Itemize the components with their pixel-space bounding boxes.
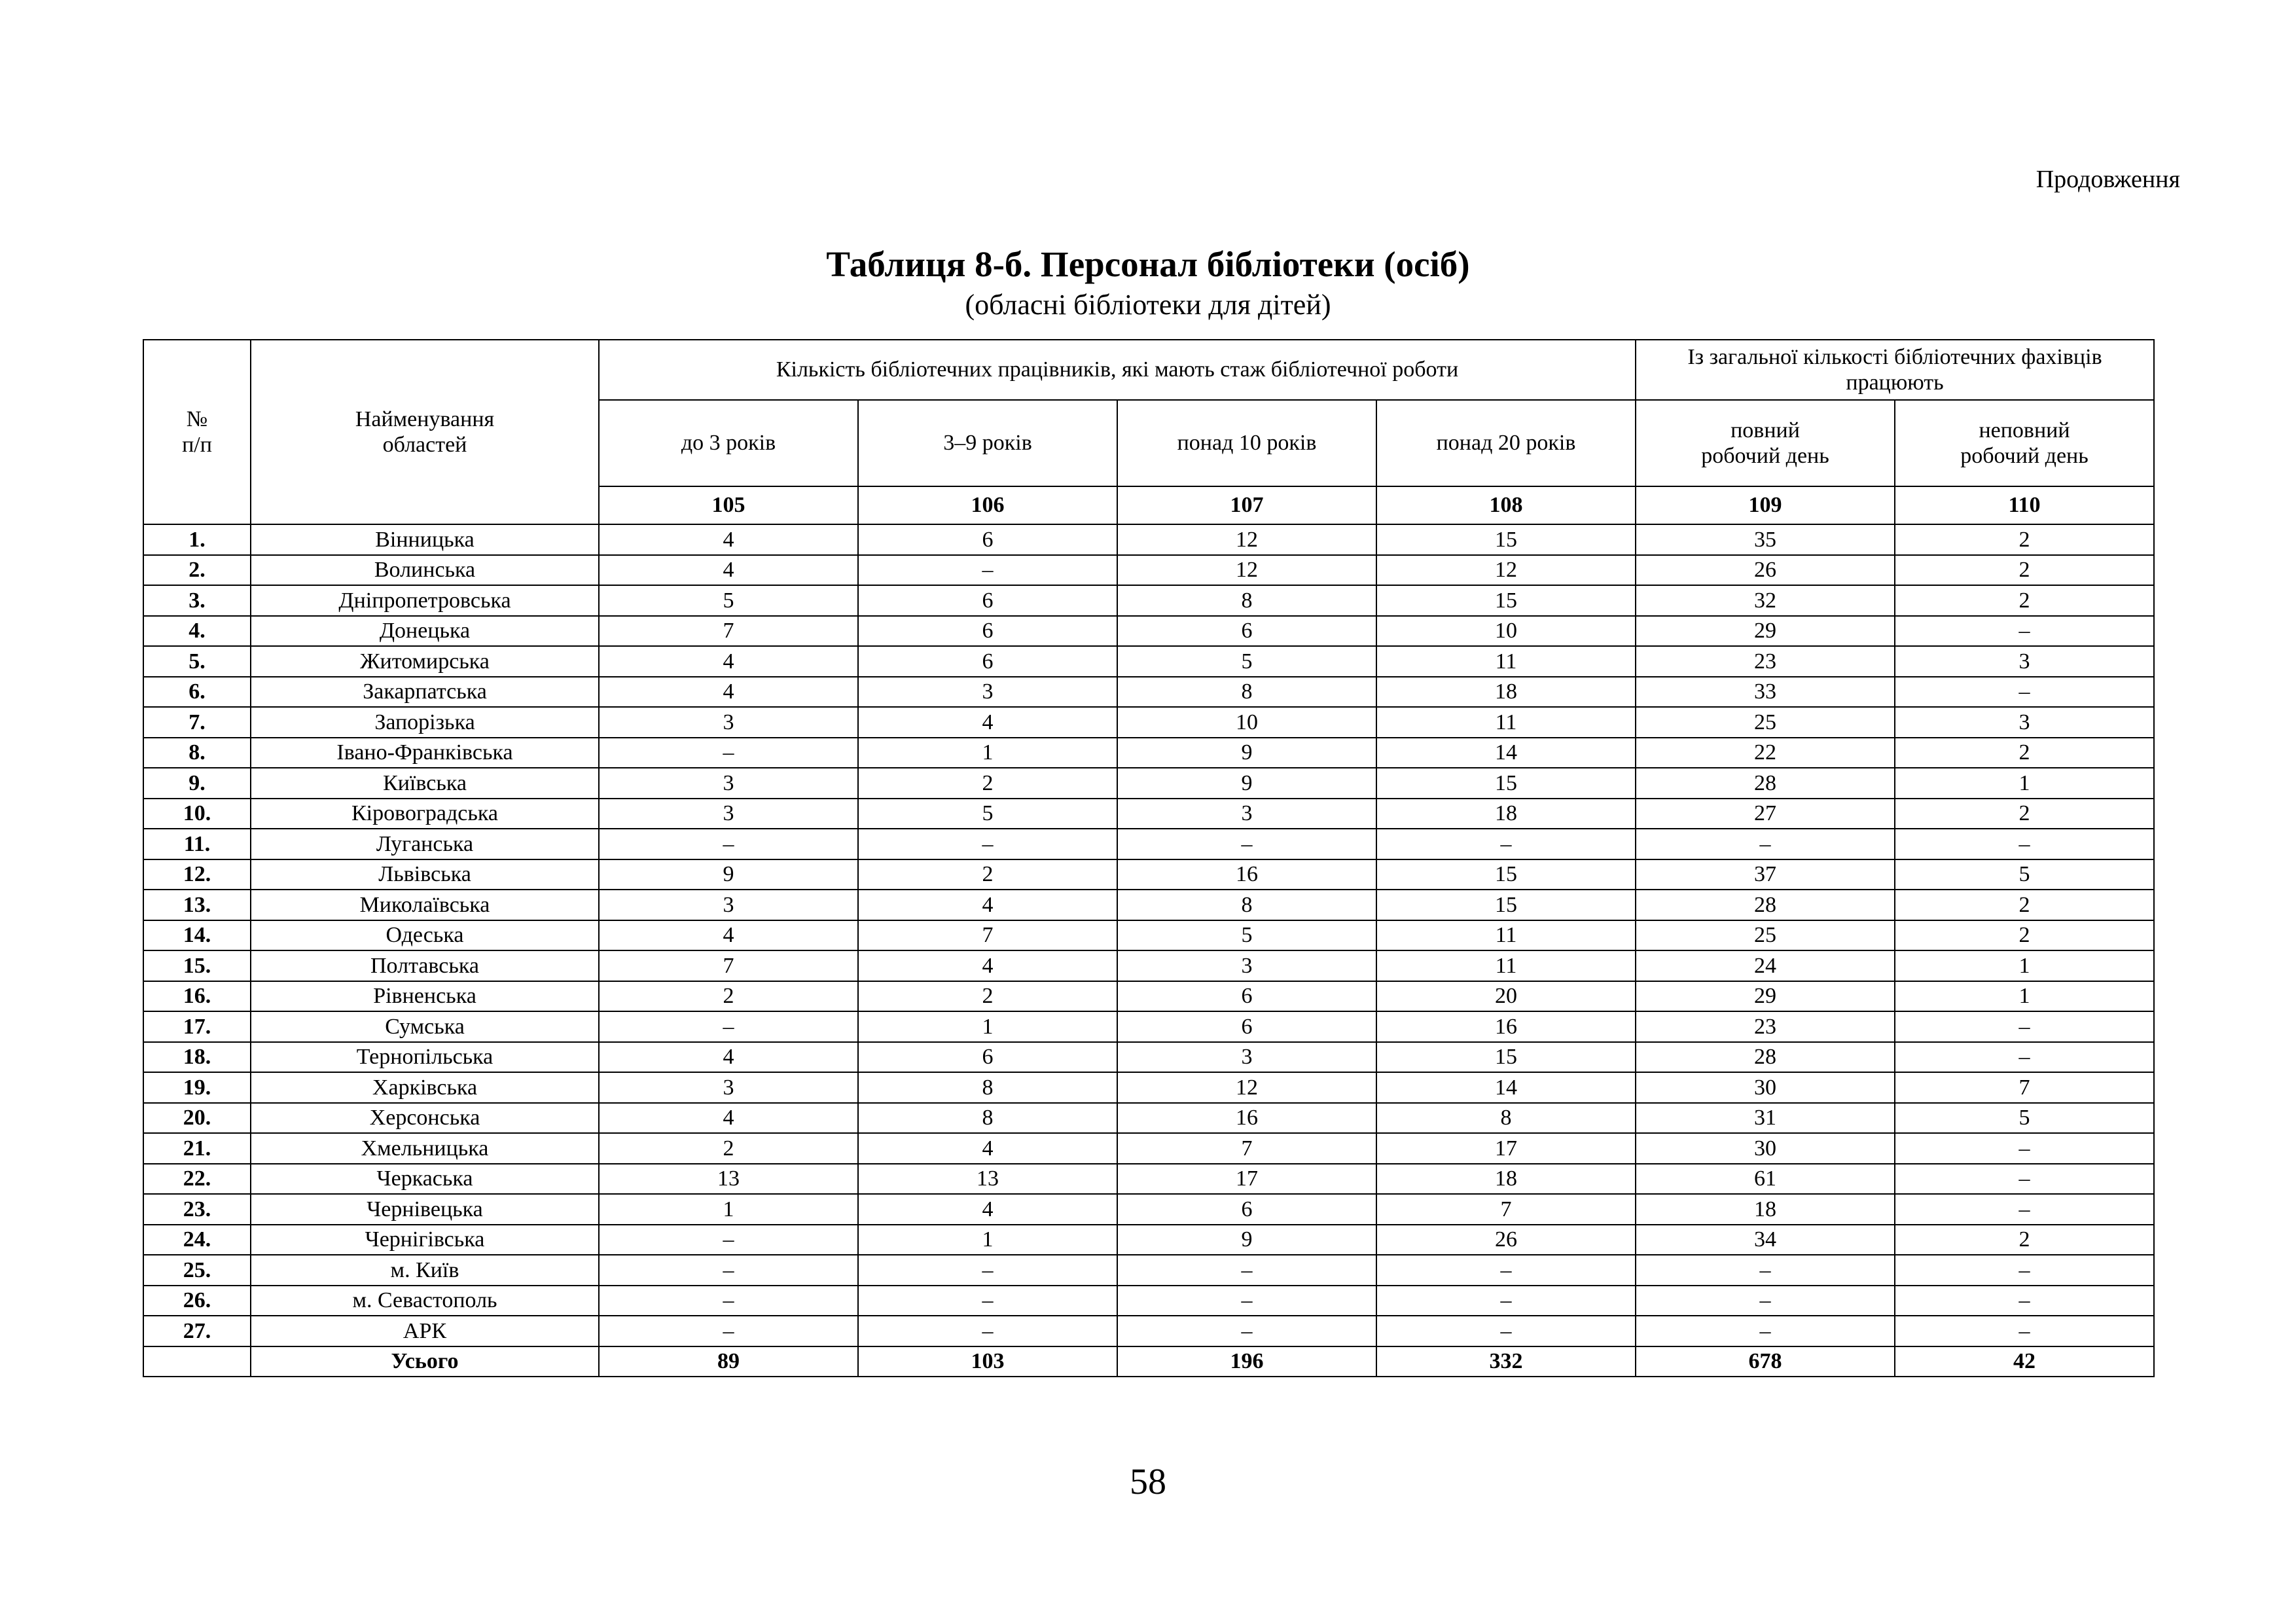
region-name: Одеська — [251, 920, 599, 951]
value-cell: 6 — [858, 646, 1117, 677]
value-cell: – — [858, 829, 1117, 859]
table-row — [143, 799, 2154, 829]
value-cell: – — [1117, 1255, 1376, 1286]
value-cell: 2 — [858, 859, 1117, 890]
value-cell: 4 — [599, 920, 858, 951]
value-cell: – — [1376, 1316, 1636, 1346]
value-cell: 13 — [599, 1164, 858, 1195]
table-row — [143, 981, 2154, 1012]
value-cell: – — [1636, 829, 1895, 859]
row-number: 20. — [143, 1103, 251, 1134]
region-name: Закарпатська — [251, 677, 599, 708]
value-cell: 2 — [1895, 555, 2154, 586]
row-number: 1. — [143, 524, 251, 555]
code-cell: 106 — [858, 486, 1117, 524]
value-cell: 3 — [1117, 799, 1376, 829]
value-cell: 1 — [858, 738, 1117, 768]
region-name: Київська — [251, 768, 599, 799]
row-number: 25. — [143, 1255, 251, 1286]
value-cell: 2 — [858, 768, 1117, 799]
value-cell: 4 — [858, 1133, 1117, 1164]
value-cell: 2 — [858, 981, 1117, 1012]
table-row — [143, 707, 2154, 738]
value-cell: 2 — [1895, 524, 2154, 555]
table-row — [143, 1072, 2154, 1103]
total-value: 103 — [858, 1346, 1117, 1377]
value-cell: 4 — [599, 677, 858, 708]
value-cell: 18 — [1376, 1164, 1636, 1195]
value-cell: 2 — [1895, 1225, 2154, 1255]
value-cell: 26 — [1636, 555, 1895, 586]
value-cell: – — [599, 1286, 858, 1316]
value-cell: – — [1117, 829, 1376, 859]
row-number: 10. — [143, 799, 251, 829]
table-row — [143, 1042, 2154, 1073]
value-cell: 7 — [858, 920, 1117, 951]
row-number: 15. — [143, 950, 251, 981]
value-cell: 28 — [1636, 1042, 1895, 1073]
value-cell: 16 — [1117, 1103, 1376, 1134]
value-cell: – — [1636, 1286, 1895, 1316]
value-cell: 24 — [1636, 950, 1895, 981]
code-cell: 110 — [1895, 486, 2154, 524]
value-cell: 10 — [1117, 707, 1376, 738]
value-cell: 25 — [1636, 707, 1895, 738]
value-cell: – — [1895, 616, 2154, 647]
value-cell: 14 — [1376, 738, 1636, 768]
value-cell: 5 — [599, 585, 858, 616]
value-cell: – — [1636, 1255, 1895, 1286]
value-cell: 4 — [599, 1042, 858, 1073]
value-cell: 8 — [1117, 585, 1376, 616]
value-cell: 17 — [1376, 1133, 1636, 1164]
total-num — [143, 1346, 251, 1377]
region-name: Кіровоградська — [251, 799, 599, 829]
region-name: Чернівецька — [251, 1194, 599, 1225]
value-cell: 15 — [1376, 859, 1636, 890]
value-cell: 30 — [1636, 1133, 1895, 1164]
value-cell: 8 — [1117, 890, 1376, 920]
row-number: 6. — [143, 677, 251, 708]
value-cell: 9 — [1117, 768, 1376, 799]
value-cell: 7 — [599, 950, 858, 981]
table-row — [143, 950, 2154, 981]
value-cell: 11 — [1376, 707, 1636, 738]
value-cell: – — [1895, 1133, 2154, 1164]
value-cell: 12 — [1376, 555, 1636, 586]
code-cell: 109 — [1636, 486, 1895, 524]
region-name: Луганська — [251, 829, 599, 859]
header-col-6: неповний робочий день — [1895, 400, 2154, 486]
value-cell: 15 — [1376, 1042, 1636, 1073]
value-cell: 28 — [1636, 890, 1895, 920]
value-cell: 16 — [1376, 1011, 1636, 1042]
value-cell: 4 — [599, 1103, 858, 1134]
value-cell: – — [858, 555, 1117, 586]
region-name: Хмельницька — [251, 1133, 599, 1164]
table-row — [143, 890, 2154, 920]
header-name: Найменування областей — [251, 340, 599, 524]
value-cell: – — [1376, 1255, 1636, 1286]
personnel-table — [143, 339, 2155, 1377]
value-cell: 1 — [1895, 768, 2154, 799]
table-row — [143, 1286, 2154, 1316]
region-name: Харківська — [251, 1072, 599, 1103]
value-cell: 3 — [1895, 646, 2154, 677]
row-number: 21. — [143, 1133, 251, 1164]
value-cell: 6 — [858, 585, 1117, 616]
value-cell: 15 — [1376, 768, 1636, 799]
row-number: 22. — [143, 1164, 251, 1195]
table-row — [143, 1225, 2154, 1255]
value-cell: 15 — [1376, 524, 1636, 555]
header-group-workload: Із загальної кількості бібліотечних фахівців працюють — [1636, 340, 2154, 400]
region-name: Полтавська — [251, 950, 599, 981]
region-name: Чернігівська — [251, 1225, 599, 1255]
region-name: Тернопільська — [251, 1042, 599, 1073]
row-number: 7. — [143, 707, 251, 738]
value-cell: 5 — [1895, 1103, 2154, 1134]
value-cell: 4 — [599, 646, 858, 677]
total-value: 89 — [599, 1346, 858, 1377]
value-cell: 8 — [858, 1103, 1117, 1134]
value-cell: 23 — [1636, 646, 1895, 677]
value-cell: – — [1895, 1042, 2154, 1073]
value-cell: 15 — [1376, 585, 1636, 616]
value-cell: 15 — [1376, 890, 1636, 920]
value-cell: 2 — [1895, 799, 2154, 829]
value-cell: – — [599, 1011, 858, 1042]
table-subtitle: (обласні бібліотеки для дітей) — [965, 289, 1331, 321]
header-col-4: понад 20 років — [1376, 400, 1636, 486]
value-cell: 3 — [599, 890, 858, 920]
table-row — [143, 920, 2154, 951]
value-cell: 8 — [1117, 677, 1376, 708]
region-name: Івано-Франківська — [251, 738, 599, 768]
value-cell: 29 — [1636, 616, 1895, 647]
value-cell: 16 — [1117, 859, 1376, 890]
value-cell: 18 — [1376, 799, 1636, 829]
header-col-2: 3–9 років — [858, 400, 1117, 486]
value-cell: 13 — [858, 1164, 1117, 1195]
value-cell: 30 — [1636, 1072, 1895, 1103]
value-cell: 11 — [1376, 920, 1636, 951]
row-number: 8. — [143, 738, 251, 768]
region-name: Вінницька — [251, 524, 599, 555]
value-cell: 4 — [858, 950, 1117, 981]
header-num: № п/п — [143, 340, 251, 524]
code-cell: 105 — [599, 486, 858, 524]
value-cell: 2 — [599, 1133, 858, 1164]
value-cell: 3 — [599, 768, 858, 799]
value-cell: – — [858, 1316, 1117, 1346]
value-cell: 33 — [1636, 677, 1895, 708]
value-cell: 4 — [858, 890, 1117, 920]
value-cell: 25 — [1636, 920, 1895, 951]
header-col-5: повний робочий день — [1636, 400, 1895, 486]
region-name: Миколаївська — [251, 890, 599, 920]
total-row — [143, 1346, 2154, 1377]
table-row — [143, 738, 2154, 768]
value-cell: – — [1895, 1316, 2154, 1346]
value-cell: 3 — [1117, 950, 1376, 981]
value-cell: – — [1636, 1316, 1895, 1346]
total-value: 332 — [1376, 1346, 1636, 1377]
value-cell: – — [1895, 677, 2154, 708]
value-cell: – — [1376, 829, 1636, 859]
table-title: Таблиця 8-б. Персонал бібліотеки (осіб) — [826, 244, 1470, 284]
row-number: 11. — [143, 829, 251, 859]
region-name: м. Севастополь — [251, 1286, 599, 1316]
value-cell: 12 — [1117, 1072, 1376, 1103]
value-cell: 2 — [1895, 890, 2154, 920]
row-number: 17. — [143, 1011, 251, 1042]
region-name: Запорізька — [251, 707, 599, 738]
code-cell: 107 — [1117, 486, 1376, 524]
value-cell: 1 — [1895, 981, 2154, 1012]
region-name: Сумська — [251, 1011, 599, 1042]
region-name: Черкаська — [251, 1164, 599, 1195]
region-name: АРК — [251, 1316, 599, 1346]
region-name: Волинська — [251, 555, 599, 586]
value-cell: – — [599, 1316, 858, 1346]
value-cell: 3 — [1895, 707, 2154, 738]
value-cell: 22 — [1636, 738, 1895, 768]
row-number: 9. — [143, 768, 251, 799]
continuation-label: Продовження — [2036, 166, 2180, 193]
value-cell: 10 — [1376, 616, 1636, 647]
value-cell: 2 — [1895, 585, 2154, 616]
value-cell: – — [1376, 1286, 1636, 1316]
table-row — [143, 768, 2154, 799]
value-cell: 6 — [858, 1042, 1117, 1073]
value-cell: 1 — [1895, 950, 2154, 981]
value-cell: 7 — [1376, 1194, 1636, 1225]
row-number: 2. — [143, 555, 251, 586]
value-cell: – — [1117, 1286, 1376, 1316]
row-number: 16. — [143, 981, 251, 1012]
value-cell: 14 — [1376, 1072, 1636, 1103]
table-row — [143, 1255, 2154, 1286]
value-cell: 1 — [599, 1194, 858, 1225]
value-cell: 3 — [599, 1072, 858, 1103]
table-row — [143, 1133, 2154, 1164]
value-cell: 8 — [858, 1072, 1117, 1103]
value-cell: 1 — [858, 1225, 1117, 1255]
value-cell: 3 — [599, 799, 858, 829]
table-row — [143, 829, 2154, 859]
row-number: 26. — [143, 1286, 251, 1316]
value-cell: – — [1117, 1316, 1376, 1346]
header-group-experience: Кількість бібліотечних працівників, які мають стаж бібліотечної роботи — [599, 340, 1636, 400]
table-row — [143, 1011, 2154, 1042]
row-number: 24. — [143, 1225, 251, 1255]
value-cell: 2 — [1895, 738, 2154, 768]
region-name: Львівська — [251, 859, 599, 890]
row-number: 3. — [143, 585, 251, 616]
value-cell: – — [1895, 1286, 2154, 1316]
value-cell: 34 — [1636, 1225, 1895, 1255]
value-cell: 18 — [1636, 1194, 1895, 1225]
row-number: 4. — [143, 616, 251, 647]
value-cell: 31 — [1636, 1103, 1895, 1134]
table-row — [143, 646, 2154, 677]
value-cell: 12 — [1117, 555, 1376, 586]
value-cell: 29 — [1636, 981, 1895, 1012]
total-value: 196 — [1117, 1346, 1376, 1377]
value-cell: 61 — [1636, 1164, 1895, 1195]
value-cell: 6 — [858, 616, 1117, 647]
region-name: Рівненська — [251, 981, 599, 1012]
row-number: 13. — [143, 890, 251, 920]
table-row — [143, 616, 2154, 647]
value-cell: – — [1895, 1011, 2154, 1042]
value-cell: 32 — [1636, 585, 1895, 616]
value-cell: – — [1895, 829, 2154, 859]
value-cell: 4 — [858, 1194, 1117, 1225]
value-cell: 11 — [1376, 646, 1636, 677]
row-number: 14. — [143, 920, 251, 951]
table-row — [143, 555, 2154, 586]
total-value: 42 — [1895, 1346, 2154, 1377]
value-cell: 9 — [1117, 1225, 1376, 1255]
value-cell: 26 — [1376, 1225, 1636, 1255]
value-cell: – — [1895, 1194, 2154, 1225]
value-cell: 5 — [858, 799, 1117, 829]
value-cell: 8 — [1376, 1103, 1636, 1134]
row-number: 12. — [143, 859, 251, 890]
value-cell: 4 — [599, 524, 858, 555]
table-row — [143, 524, 2154, 555]
page-number: 58 — [1130, 1462, 1166, 1502]
value-cell: 23 — [1636, 1011, 1895, 1042]
value-cell: 27 — [1636, 799, 1895, 829]
value-cell: 7 — [1895, 1072, 2154, 1103]
value-cell: 5 — [1117, 920, 1376, 951]
value-cell: 35 — [1636, 524, 1895, 555]
value-cell: 3 — [1117, 1042, 1376, 1073]
code-cell: 108 — [1376, 486, 1636, 524]
value-cell: 7 — [1117, 1133, 1376, 1164]
header-col-1: до 3 років — [599, 400, 858, 486]
table-row — [143, 1164, 2154, 1195]
value-cell: 18 — [1376, 677, 1636, 708]
value-cell: 37 — [1636, 859, 1895, 890]
table-row — [143, 1103, 2154, 1134]
value-cell: 17 — [1117, 1164, 1376, 1195]
region-name: м. Київ — [251, 1255, 599, 1286]
value-cell: 2 — [599, 981, 858, 1012]
value-cell: 1 — [858, 1011, 1117, 1042]
header-col-3: понад 10 років — [1117, 400, 1376, 486]
value-cell: – — [599, 1225, 858, 1255]
value-cell: 20 — [1376, 981, 1636, 1012]
value-cell: 11 — [1376, 950, 1636, 981]
region-name: Житомирська — [251, 646, 599, 677]
value-cell: – — [599, 829, 858, 859]
table-row — [143, 1316, 2154, 1346]
row-number: 19. — [143, 1072, 251, 1103]
value-cell: 4 — [858, 707, 1117, 738]
value-cell: 28 — [1636, 768, 1895, 799]
value-cell: 6 — [1117, 981, 1376, 1012]
value-cell: 6 — [1117, 1011, 1376, 1042]
value-cell: – — [599, 1255, 858, 1286]
value-cell: 9 — [599, 859, 858, 890]
value-cell: 7 — [599, 616, 858, 647]
table-row — [143, 1194, 2154, 1225]
value-cell: – — [1895, 1164, 2154, 1195]
region-name: Донецька — [251, 616, 599, 647]
value-cell: 6 — [1117, 616, 1376, 647]
row-number: 5. — [143, 646, 251, 677]
table-row — [143, 585, 2154, 616]
value-cell: – — [858, 1255, 1117, 1286]
value-cell: – — [599, 738, 858, 768]
value-cell: 5 — [1895, 859, 2154, 890]
row-number: 27. — [143, 1316, 251, 1346]
table-row — [143, 859, 2154, 890]
value-cell: 3 — [858, 677, 1117, 708]
total-label: Усього — [251, 1346, 599, 1377]
value-cell: 12 — [1117, 524, 1376, 555]
value-cell: 5 — [1117, 646, 1376, 677]
value-cell: 6 — [858, 524, 1117, 555]
value-cell: 4 — [599, 555, 858, 586]
value-cell: – — [1895, 1255, 2154, 1286]
row-number: 23. — [143, 1194, 251, 1225]
region-name: Дніпропетровська — [251, 585, 599, 616]
total-value: 678 — [1636, 1346, 1895, 1377]
row-number: 18. — [143, 1042, 251, 1073]
region-name: Херсонська — [251, 1103, 599, 1134]
table-row — [143, 677, 2154, 708]
value-cell: 3 — [599, 707, 858, 738]
value-cell: 6 — [1117, 1194, 1376, 1225]
value-cell: – — [858, 1286, 1117, 1316]
value-cell: 9 — [1117, 738, 1376, 768]
value-cell: 2 — [1895, 920, 2154, 951]
